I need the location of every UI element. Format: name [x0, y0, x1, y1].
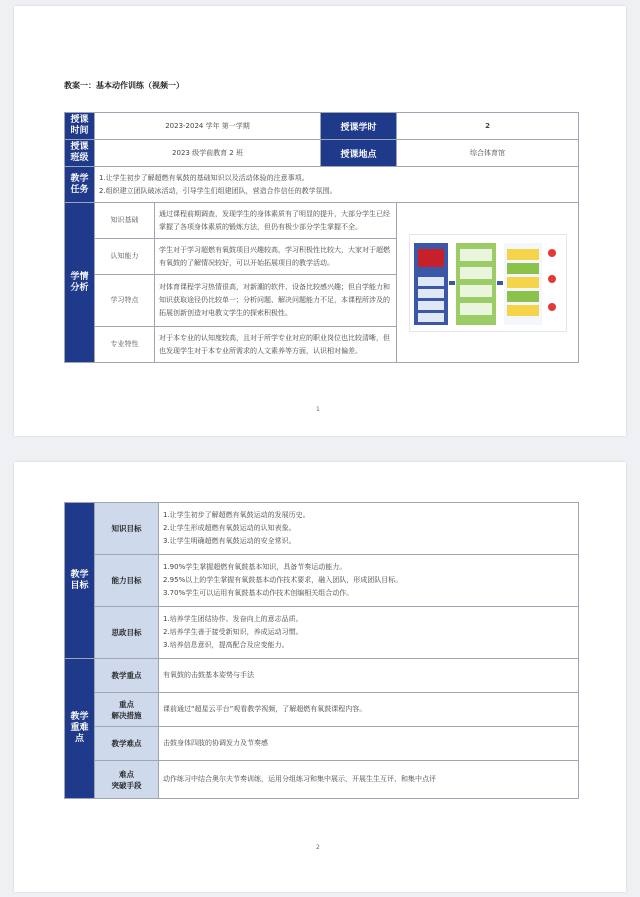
class-label: 授课班级 [65, 140, 95, 167]
objective-line: 3.70%学生可以运用有氧鼓基本动作技术创编相关组合动作。 [163, 589, 354, 597]
document-page-1 [14, 6, 626, 436]
table-row [65, 607, 579, 659]
table-row [65, 140, 579, 167]
logo-icon [418, 249, 444, 267]
table-row [65, 167, 579, 203]
keypoint-label: 教学重点 [95, 659, 159, 693]
lesson-info-table [64, 112, 579, 363]
course-slide-image [409, 234, 567, 332]
keypoint-label: 难点 突破手段 [95, 761, 159, 799]
objective-group-label: 能力目标 [95, 555, 159, 607]
objective-lines [159, 555, 579, 607]
objective-line: 3.让学生明确超燃有氧鼓运动的安全常识。 [163, 537, 296, 545]
slide-image-cell [397, 203, 579, 363]
task-content [95, 167, 579, 203]
analysis-sub-label: 认知能力 [95, 239, 155, 275]
table-row [65, 203, 579, 239]
time-label: 授课时间 [65, 113, 95, 140]
analysis-label: 学情分析 [65, 203, 95, 363]
analysis-text: 对体育课程学习热情很高，对新潮的软件、设备比较感兴趣；但自学能力和知识获取途径仍比较单一；分析问题、解决问题能力不足，本课程所涉及的拓展创新创造对电教文学生的探索积极性。 [155, 275, 397, 327]
page-number: 2 [316, 844, 320, 851]
objective-line: 2.培养学生善于接受新知识，养成运动习惯。 [163, 628, 303, 636]
keypoint-text: 动作练习中结合奥尔夫节奏训练，运用分组练习和集中展示，开展生生互评、和集中点评 [159, 761, 579, 799]
analysis-sub-label: 专业特性 [95, 327, 155, 363]
table-row [65, 727, 579, 761]
hours-value: 2 [397, 113, 579, 140]
class-value: 2023 级学前教育 2 班 [95, 140, 321, 167]
keypoint-label: 重点 解决措施 [95, 693, 159, 727]
objective-line: 2.让学生形成超燃有氧鼓运动的认知表象。 [163, 524, 296, 532]
time-value: 2023-2024 学年 第一学期 [95, 113, 321, 140]
objective-line: 2.95%以上的学生掌握有氧鼓基本动作技术要求，融入团队，形成团队目标。 [163, 576, 403, 584]
objective-line: 3.培养信息意识，提高配合及应变能力。 [163, 641, 289, 649]
table-row [65, 555, 579, 607]
keypoint-text: 课前通过“超星云平台”观看教学视频，了解超燃有氧鼓课程内容。 [159, 693, 579, 727]
objective-group-label: 知识目标 [95, 503, 159, 555]
objective-line: 1.培养学生团结协作、发奋向上的意志品质。 [163, 615, 303, 623]
objective-lines [159, 607, 579, 659]
keypoint-text: 击鼓身体四肢的协调发力及节奏感 [159, 727, 579, 761]
location-value: 综合体育馆 [397, 140, 579, 167]
table-row [65, 659, 579, 693]
analysis-text: 学生对于学习超燃有氧鼓项目兴趣较高，学习积极性比较大，大家对于超燃有氧鼓的了解情况较好，可以开始拓展项目的教学活动。 [155, 239, 397, 275]
task-line: 1.让学生初步了解超燃有氧鼓的基础知识以及活动体验的注意事项。 [99, 173, 309, 182]
page-number: 1 [316, 406, 320, 413]
objective-line: 1.90%学生掌握超燃有氧鼓基本知识，具备节奏运动能力。 [163, 563, 347, 571]
table-row [65, 693, 579, 727]
location-label: 授课地点 [321, 140, 397, 167]
analysis-sub-label: 学习特点 [95, 275, 155, 327]
table-row [65, 113, 579, 140]
keypoints-label: 教学重难点 [65, 659, 95, 799]
hours-label: 授课学时 [321, 113, 397, 140]
task-line: 2.组织建立团队破冰活动，引导学生们组建团队，营造合作信任的教学氛围。 [99, 186, 337, 195]
task-label: 教学任务 [65, 167, 95, 203]
objectives-table [64, 502, 579, 799]
analysis-text: 通过课程前期调查，发现学生的身体素质有了明显的提升，大部分学生已经掌握了各项身体素质的锻炼方法，但仍有极少部分学生掌握不全。 [155, 203, 397, 239]
objective-lines [159, 503, 579, 555]
objective-line: 1.让学生初步了解超燃有氧鼓运动的发展历史。 [163, 511, 310, 519]
table-row [65, 503, 579, 555]
objective-group-label: 思政目标 [95, 607, 159, 659]
objectives-label: 教学目标 [65, 503, 95, 659]
keypoint-label: 教学难点 [95, 727, 159, 761]
document-page-2 [14, 462, 626, 892]
analysis-text: 对于本专业的认知度较高，且对于所学专业对应的职业岗位也比较清晰，但也发现学生对于本专业所需求的人文素养等方面，认识相对偏差。 [155, 327, 397, 363]
table-row [65, 761, 579, 799]
keypoint-text: 有氧鼓的击鼓基本姿势与手法 [159, 659, 579, 693]
document-title: 教案一：基本动作训练（视频一） [64, 81, 184, 90]
analysis-sub-label: 知识基础 [95, 203, 155, 239]
